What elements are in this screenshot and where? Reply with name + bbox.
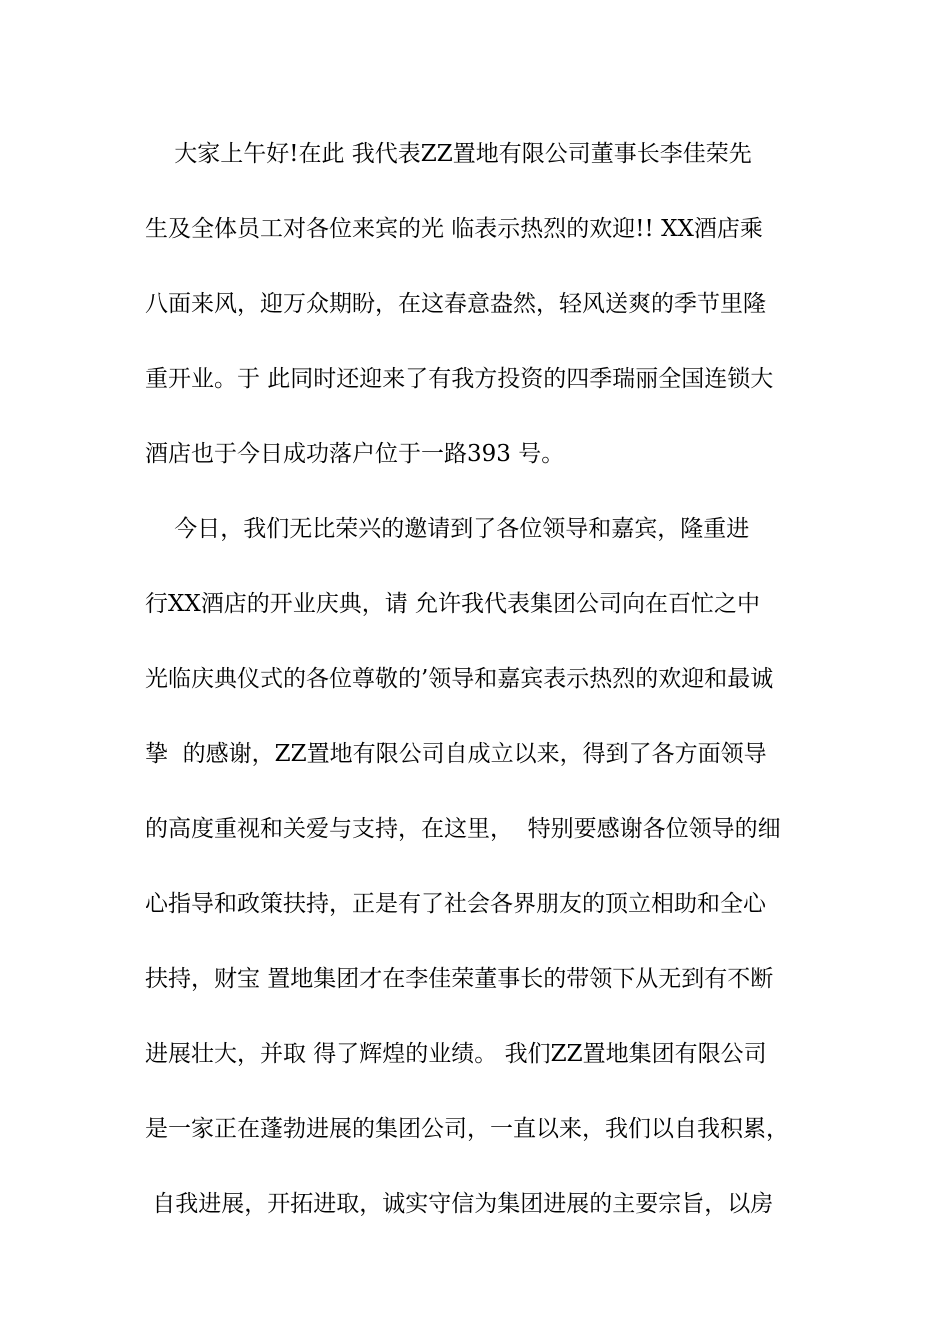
text-line: 行XX酒店的开业庆典，请 允许我代表集团公司向在百忙之中 xyxy=(145,591,761,617)
text-line: 的高度重视和关爱与支持，在这里， 特别要感谢各位领导的细 xyxy=(145,816,781,842)
text-line: 扶持，财宝 置地集团才在李佳荣董事长的带领下从无到有不断 xyxy=(145,966,774,992)
text-line: 是一家正在蓬勃进展的集团公司，一直以来，我们以自我积累， xyxy=(145,1116,789,1142)
text-line: 八面来风，迎万众期盼，在这春意盎然，轻风送爽的季节里隆 xyxy=(145,291,766,317)
text-line: 自我进展，开拓进取，诚实守信为集团进展的主要宗旨，以房 xyxy=(145,1191,774,1217)
text-line: 挚 的感谢，ZZ置地有限公司自成立以来，得到了各方面领导 xyxy=(145,741,767,767)
text-line: 光临庆典仪式的各位尊敬的’领导和嘉宾表示热烈的欢迎和最诚 xyxy=(145,666,774,692)
text-line: 酒店也于今日成功落户位于一路393 号。 xyxy=(145,441,565,467)
text-line: 生及全体员工对各位来宾的光 临表示热烈的欢迎!! XX酒店乘 xyxy=(145,216,763,242)
text-line: 今日，我们无比荣兴的邀请到了各位领导和嘉宾，隆重进 xyxy=(145,516,750,542)
text-line: 重开业。于 此同时还迎来了有我方投资的四季瑞丽全国连锁大 xyxy=(145,366,774,392)
text-line: 进展壮大，并取 得了辉煌的业绩。 我们ZZ置地集团有限公司 xyxy=(145,1041,767,1067)
text-line: 心指导和政策扶持，正是有了社会各界朋友的顶立相助和全心 xyxy=(145,891,766,917)
text-line: 大家上午好!在此 我代表ZZ置地有限公司董事长李佳荣先 xyxy=(145,141,752,167)
